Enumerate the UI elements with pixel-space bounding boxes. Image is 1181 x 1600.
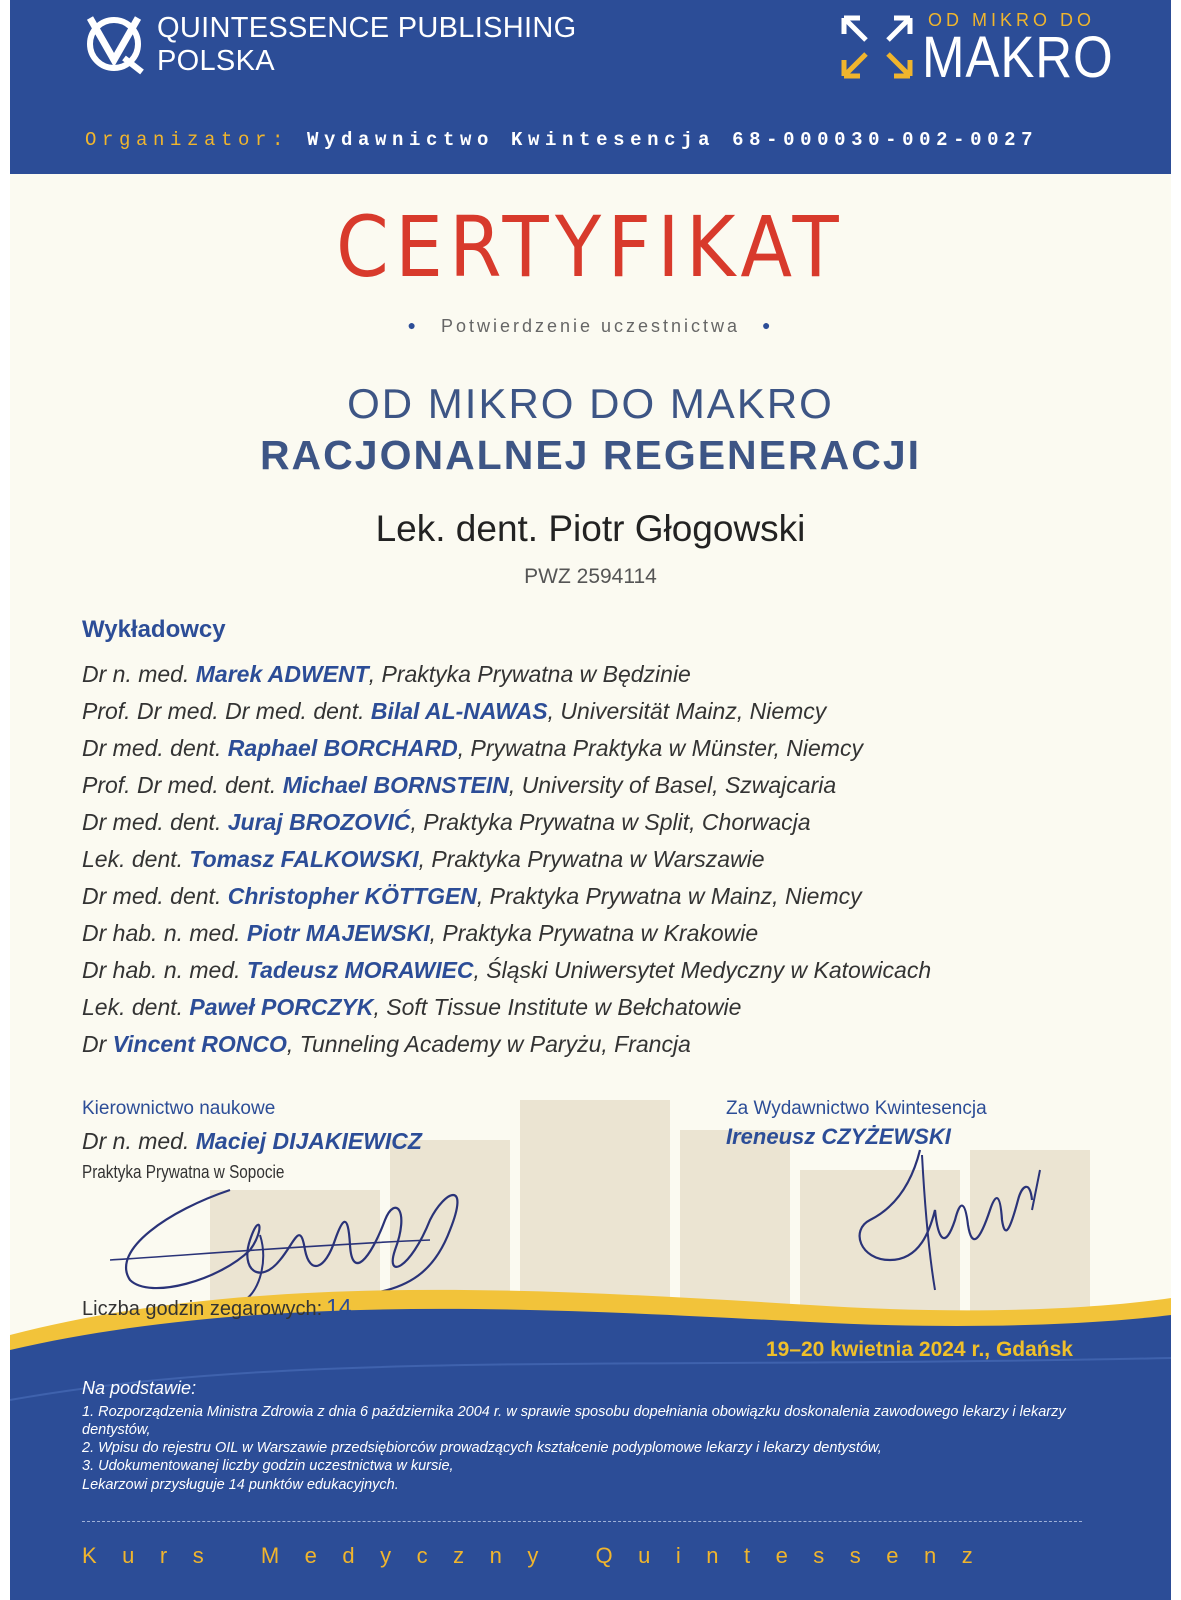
lecturer-name: Christopher KÖTTGEN [227,883,477,909]
lecturer-name: Paweł PORCZYK [189,994,374,1020]
lecturer-title: Dr hab. n. med. [82,920,241,946]
lecturer-affiliation: , Praktyka Prywatna w Krakowie [429,920,759,946]
lecturer-title: Dr med. dent. [82,883,222,909]
points-note: Lekarzowi przysługuje 14 punktów edukacyjnych. [82,1477,399,1493]
basis-item: 1. Rozporządzenia Ministra Zdrowia z dnia 6 października 2004 r. w sprawie sposobu dopełniania obowiązku doskonalenia zawodowego lekarzy i lekarzy dentystów, [82,1404,1066,1438]
course-title-line1: OD MIKRO DO MAKRO [347,380,834,427]
recipient-pwz: PWZ 2594114 [524,565,657,588]
course-title-line2: RACJONALNEJ REGENERACJI [259,432,922,478]
lecturers-list [82,656,931,1063]
lecturer-title: Prof. Dr med. dent. [82,772,277,798]
organizer-value: Wydawnictwo Kwintesencja 68-000030-002-0027 [307,129,1039,151]
recipient-name: Lek. dent. Piotr Głogowski [375,508,806,549]
lecturer-name: Vincent RONCO [112,1031,287,1057]
subtitle-text: Potwierdzenie uczestnictwa [440,316,741,336]
basis-item: 3. Udokumentowanej liczby godzin uczestnictwa w kursie, [82,1458,454,1474]
header-band [10,0,1171,174]
lecturer-affiliation: , Praktyka Prywatna w Mainz, Niemcy [476,883,862,909]
lecturer-affiliation: , Praktyka Prywatna w Warszawie [418,846,765,872]
lecturer-name: Raphael BORCHARD [227,735,458,761]
lecturer-row [82,841,931,878]
lecturer-row [82,730,931,767]
lecturer-title: Prof. Dr med. Dr med. dent. [82,698,365,724]
right-handwritten-signature [850,1130,1050,1300]
lecturer-name: Piotr MAJEWSKI [246,920,430,946]
certificate-subtitle [10,316,1171,337]
publisher-rep-name: Ireneusz CZYŻEWSKI [726,1124,951,1149]
course-brand-line: Kurs Medyczny Quintessenz [82,1543,999,1568]
lecturer-name: Bilal AL-NAWAS [370,698,548,724]
bullet-icon: ● [762,317,774,333]
series-big: MAKRO [922,25,1114,90]
lecturer-name: Tomasz FALKOWSKI [189,846,419,872]
organizer-label: Organizator: [85,129,290,151]
lecturer-row [82,878,931,915]
lecturer-title: Dr hab. n. med. [82,957,241,983]
scientific-director-affiliation: Praktyka Prywatna w Sopocie [82,1162,285,1182]
lecturers-heading: Wykładowcy [82,616,226,643]
event-date-place: 19–20 kwietnia 2024 r., Gdańsk [765,1338,1073,1361]
publisher-line1: QUINTESSENCE PUBLISHING [157,12,577,44]
lecturer-title: Dr n. med. [82,661,190,687]
lecturer-affiliation: , Soft Tissue Institute w Bełchatowie [373,994,742,1020]
lecturer-row [82,915,931,952]
lecturer-title: Lek. dent. [82,846,184,872]
lecturer-affiliation: , University of Basel, Szwajcaria [508,772,837,798]
hours-line [82,1294,352,1321]
hours-value: 14 [326,1294,352,1320]
lecturer-title: Dr med. dent. [82,735,222,761]
lecturer-name: Michael BORNSTEIN [282,772,509,798]
director-title: Dr n. med. [82,1128,190,1154]
lecturer-row [82,1026,931,1063]
basis-title: Na podstawie: [82,1378,197,1398]
lecturer-row [82,952,931,989]
legal-basis [82,1378,1082,1495]
certificate-title: CERTYFIKAT [335,198,846,296]
series-small: OD MIKRO DO [928,10,1096,30]
lecturer-affiliation: , Tunneling Academy w Paryżu, Francja [286,1031,691,1057]
lecturer-title: Lek. dent. [82,994,184,1020]
lecturer-title: Dr med. dent. [82,809,222,835]
lecturer-name: Tadeusz MORAWIEC [246,957,474,983]
publisher-name [157,12,576,78]
arrows-logo-icon [840,14,914,80]
lecturer-row [82,989,931,1026]
basis-item: 2. Wpisu do rejestru OIL w Warszawie przedsiębiorców prowadzących kształcenie podyplomowe lekarzy i lekarzy dentystów, [82,1440,882,1456]
lecturer-affiliation: , Praktyka Prywatna w Split, Chorwacja [410,809,811,835]
lecturer-affiliation: , Śląski Uniwersytet Medyczny w Katowicach [473,957,932,983]
lecturer-affiliation: , Praktyka Prywatna w Będzinie [368,661,691,687]
bullet-icon: ● [407,317,419,333]
lecturer-affiliation: , Universität Mainz, Niemcy [547,698,827,724]
director-name: Maciej DIJAKIEWICZ [195,1128,422,1154]
quintessence-logo-icon [80,12,152,76]
organizer-line [85,129,1038,151]
certificate [10,0,1171,1600]
publisher-rep-label: Za Wydawnictwo Kwintesencja [726,1098,987,1119]
dashed-divider [82,1521,1082,1522]
lecturer-row [82,804,931,841]
scientific-director-label: Kierownictwo naukowe [82,1098,276,1119]
lecturer-affiliation: , Prywatna Praktyka w Münster, Niemcy [457,735,863,761]
lecturer-title: Dr [82,1031,107,1057]
lecturer-row [82,693,931,730]
hours-label: Liczba godzin zegarowych: [82,1298,323,1320]
lecturer-name: Marek ADWENT [195,661,369,687]
lecturer-row [82,767,931,804]
publisher-line2: POLSKA [157,45,275,77]
lecturer-name: Juraj BROZOVIĆ [227,809,411,835]
lecturer-row [82,656,931,693]
